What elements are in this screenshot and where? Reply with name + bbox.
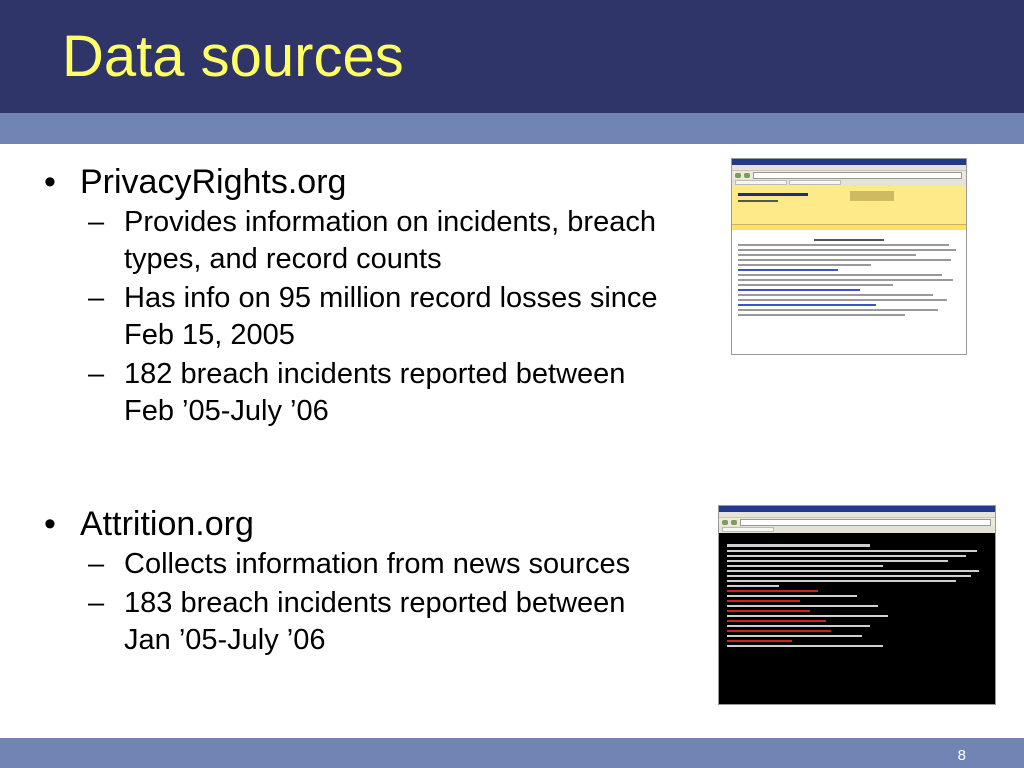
text-line <box>738 254 916 256</box>
attrition-screenshot <box>718 505 996 705</box>
text-line <box>738 299 947 301</box>
header-text-line <box>738 193 808 196</box>
bullet-heading: Attrition.org <box>80 505 254 543</box>
browser-tabs <box>719 526 995 533</box>
title-stripe <box>0 113 1024 144</box>
link-line <box>738 269 838 271</box>
forward-icon <box>744 173 750 178</box>
text-line <box>814 239 884 241</box>
dash-glyph: – <box>88 206 105 238</box>
section-attrition <box>44 504 684 659</box>
privacyrights-screenshot <box>731 158 967 355</box>
text-line <box>727 645 883 647</box>
text-line <box>738 309 938 311</box>
text-line <box>727 560 948 562</box>
text-line <box>727 575 971 577</box>
address-bar <box>740 519 991 526</box>
bullet-text: Has info on 95 million record losses since Feb 15, 2005 <box>124 282 658 351</box>
text-line <box>738 279 953 281</box>
slide-title: Data sources <box>62 24 404 89</box>
browser-tab <box>722 527 774 532</box>
text-line <box>727 625 870 627</box>
text-line <box>738 244 949 246</box>
browser-tab <box>735 180 787 185</box>
bullet-text: 182 breach incidents reported between Feb ’05-July ’06 <box>124 358 626 427</box>
link-line <box>738 304 876 306</box>
bullet-level2 <box>88 280 684 354</box>
back-icon <box>735 173 741 178</box>
text-line <box>738 274 942 276</box>
page-number: 8 <box>957 747 966 764</box>
link-line <box>727 620 826 622</box>
site-header <box>732 186 966 224</box>
link-line <box>727 630 831 632</box>
page-body <box>732 230 966 316</box>
dash-glyph: – <box>88 358 105 390</box>
footer-bar <box>0 738 1024 768</box>
text-line <box>727 605 878 607</box>
text-line <box>738 294 933 296</box>
text-line <box>727 555 966 557</box>
back-icon <box>722 520 728 525</box>
page-body <box>719 533 995 647</box>
dash-glyph: – <box>88 282 105 314</box>
text-line <box>727 550 977 552</box>
bullet-glyph: • <box>44 505 56 543</box>
browser-tab <box>789 180 841 185</box>
link-line <box>727 590 818 592</box>
link-line <box>727 610 810 612</box>
forward-icon <box>731 520 737 525</box>
text-line <box>727 635 862 637</box>
text-line <box>738 264 871 266</box>
text-line <box>727 615 888 617</box>
bullet-level2 <box>88 356 684 430</box>
text-line <box>738 259 951 261</box>
text-line <box>738 284 893 286</box>
bullet-level2 <box>88 546 684 583</box>
text-line <box>727 565 883 567</box>
browser-tabs <box>732 179 966 186</box>
link-line <box>727 640 792 642</box>
title-bar <box>0 0 1024 113</box>
text-line <box>727 580 956 582</box>
text-line <box>738 249 956 251</box>
text-line <box>738 314 905 316</box>
bullet-text: 183 breach incidents reported between Jan ’05-July ’06 <box>124 587 626 656</box>
browser-toolbar <box>732 171 966 179</box>
bullet-level1 <box>44 162 684 202</box>
bullet-text: Collects information from news sources <box>124 548 631 580</box>
text-line <box>727 595 857 597</box>
section-privacyrights <box>44 162 684 430</box>
bullet-text: Provides information on incidents, breach types, and record counts <box>124 206 656 275</box>
text-line <box>727 570 979 572</box>
dash-glyph: – <box>88 587 105 619</box>
subheading-line <box>727 585 779 587</box>
dash-glyph: – <box>88 548 105 580</box>
browser-toolbar <box>719 518 995 526</box>
heading-line <box>727 544 870 547</box>
bullet-level2 <box>88 585 684 659</box>
bullet-level2 <box>88 204 684 278</box>
bullet-heading: PrivacyRights.org <box>80 163 347 201</box>
bullet-glyph: • <box>44 163 56 201</box>
link-line <box>738 289 860 291</box>
site-logo <box>850 191 894 201</box>
link-line <box>727 600 800 602</box>
header-text-line <box>738 200 778 202</box>
address-bar <box>753 172 962 179</box>
bullet-level1 <box>44 504 684 544</box>
